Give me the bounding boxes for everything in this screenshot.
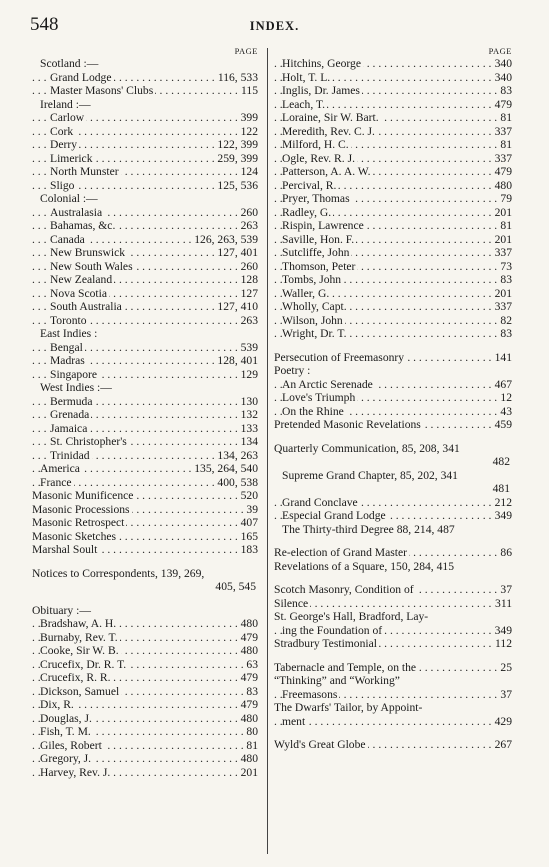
- index-entry: [32, 685, 258, 699]
- index-entry: [32, 152, 258, 166]
- entry-heading: Milford, H. C.: [282, 138, 349, 151]
- index-entry: [274, 442, 512, 456]
- entry-page-ref: 201: [494, 232, 512, 246]
- index-entry: [32, 98, 258, 112]
- entry-heading: Tombs, John: [282, 273, 342, 286]
- entry-page-ref: 63: [246, 657, 258, 671]
- entry-heading: The Thirty-third Degree 88, 214, 487: [282, 522, 455, 536]
- index-entry: [32, 503, 258, 517]
- entry-heading: Stradbury Testimonial: [274, 637, 377, 650]
- entry-heading: Limerick: [50, 151, 93, 165]
- entry-heading: Wilson, John: [282, 313, 343, 327]
- entry-page-ref: 83: [246, 684, 258, 698]
- index-entry: [274, 260, 512, 274]
- index-entry: [32, 233, 258, 247]
- index-entry: [274, 192, 512, 206]
- entry-page-ref: 83: [500, 273, 512, 286]
- index-entry: [274, 701, 512, 715]
- index-entry: [32, 165, 258, 179]
- index-entry: [32, 725, 258, 739]
- index-entry: [274, 738, 512, 752]
- entry-heading: Holt, T. L.: [282, 70, 331, 84]
- index-entry: [32, 698, 258, 712]
- entry-page-ref: 337: [494, 300, 512, 313]
- entry-heading: New South Wales: [50, 259, 133, 273]
- entry-page-ref: 260: [240, 259, 258, 273]
- index-entry: [32, 580, 258, 594]
- entry-heading: Colonial :—: [40, 192, 98, 205]
- entry-heading: Wholly, Capt.: [282, 300, 347, 313]
- entry-page-ref: 37: [500, 687, 512, 701]
- entry-page-ref: 129: [240, 367, 258, 381]
- entry-heading: On the Rhine: [282, 404, 344, 418]
- entry-page-ref: 480: [240, 617, 258, 630]
- entry-heading: The Dwarfs' Tailor, by Appoint-: [274, 701, 423, 714]
- entry-page-ref: 127: [240, 286, 258, 300]
- entry-heading: Meredith, Rev. C. J.: [282, 124, 375, 138]
- index-entry: [274, 688, 512, 702]
- entry-heading: Silence: [274, 596, 309, 610]
- entry-page-ref: 37: [500, 583, 512, 596]
- index-entry: [32, 327, 258, 341]
- entry-heading: Sutcliffe, John: [282, 246, 350, 259]
- entry-heading: Scotland :—: [40, 57, 99, 70]
- entry-page-ref: 79: [500, 192, 512, 205]
- index-entry: [32, 604, 258, 618]
- index-entry: [274, 179, 512, 193]
- entry-heading: Cork: [50, 124, 74, 138]
- entry-heading: Canada: [50, 232, 85, 246]
- entry-heading: Waller, G.: [282, 286, 330, 300]
- entry-page-ref: 263: [240, 313, 258, 327]
- entry-page-ref: 125, 536: [217, 178, 258, 192]
- index-entry: [32, 617, 258, 631]
- entry-page-ref: 349: [494, 509, 512, 522]
- index-entry: [32, 138, 258, 152]
- entry-page-ref: 479: [240, 671, 258, 684]
- index-entry: [32, 644, 258, 658]
- entry-heading: Hitchins, George: [282, 57, 361, 70]
- entry-heading: Scotch Masonry, Condition of: [274, 583, 414, 596]
- entry-page-ref: 81: [500, 111, 512, 124]
- index-entry: [274, 546, 512, 560]
- index-entry: [32, 543, 258, 557]
- index-entry: [32, 84, 258, 98]
- entry-page-ref: 134, 263: [217, 448, 258, 462]
- index-entry: [32, 449, 258, 463]
- entry-page-ref: 459: [494, 418, 512, 431]
- entry-page-ref: 407: [240, 516, 258, 529]
- section-gap: [32, 557, 258, 567]
- entry-page-ref: 201: [494, 286, 512, 300]
- index-entry: [274, 165, 512, 179]
- entry-page-ref: 480: [240, 711, 258, 725]
- entry-page-ref: 12: [500, 391, 512, 404]
- entry-page-ref: 260: [240, 205, 258, 219]
- entry-heading: West Indies :—: [40, 381, 112, 394]
- entry-heading: Fish, T. M.: [40, 725, 91, 738]
- entry-page-ref: 267: [494, 738, 512, 751]
- entry-heading: Cooke, Sir W. B.: [40, 644, 119, 657]
- index-entry: [32, 206, 258, 220]
- entry-heading: Re-election of Grand Master: [274, 546, 407, 559]
- entry-heading: Wright, Dr. T.: [282, 327, 347, 340]
- index-entry: [274, 637, 512, 651]
- entry-page-ref: 201: [240, 765, 258, 779]
- left-index-column: [32, 46, 258, 779]
- index-entry: [32, 111, 258, 125]
- index-entry: [274, 624, 512, 638]
- entry-heading: ing the Foundation of: [282, 623, 383, 637]
- entry-page-ref: 81: [500, 138, 512, 151]
- entry-heading: Freemasons: [282, 687, 338, 701]
- section-gap: [32, 594, 258, 604]
- index-entry: [274, 482, 512, 496]
- left-page-column-header: PAGE: [234, 46, 258, 56]
- entry-heading: Ireland :—: [40, 97, 91, 111]
- entry-page-ref: 259, 399: [217, 151, 258, 165]
- index-entry: [274, 57, 512, 71]
- entry-page-ref: 83: [500, 327, 512, 340]
- index-entry: [274, 560, 512, 574]
- entry-heading: Radley, G.: [282, 205, 332, 219]
- index-entry: [32, 300, 258, 314]
- entry-heading: “Thinking” and “Working”: [274, 674, 400, 687]
- entry-continuation: 405, 545: [215, 580, 256, 593]
- entry-heading: Pretended Masonic Revelations: [274, 418, 421, 431]
- entry-heading: Patterson, A. A. W.: [282, 165, 371, 178]
- entry-heading: Carlow: [50, 111, 85, 124]
- entry-page-ref: 480: [240, 752, 258, 765]
- index-entry: [274, 674, 512, 688]
- entry-page-ref: 116, 533: [217, 70, 258, 84]
- index-entry: [274, 597, 512, 611]
- entry-heading: An Arctic Serenade: [282, 377, 373, 391]
- entry-page-ref: 337: [494, 151, 512, 165]
- index-entry: [274, 351, 512, 365]
- entry-heading: Grand Conclave: [282, 495, 358, 509]
- index-entry: [274, 523, 512, 537]
- entry-heading: Ogle, Rev. R. J.: [282, 151, 355, 165]
- entry-heading: Jamaica: [50, 421, 88, 435]
- entry-heading: North Munster: [50, 165, 119, 178]
- entry-heading: Grand Lodge: [50, 70, 112, 84]
- entry-heading: Especial Grand Lodge: [282, 509, 386, 522]
- entry-heading: Master Masons' Clubs: [50, 84, 154, 97]
- entry-page-ref: 479: [494, 165, 512, 178]
- entry-page-ref: 340: [494, 57, 512, 70]
- entry-heading: Loraine, Sir W. Bart.: [282, 111, 379, 124]
- entry-heading: Thomson, Peter: [282, 259, 356, 273]
- page-number: 548: [30, 14, 59, 35]
- index-entry: [274, 233, 512, 247]
- index-entry: [32, 260, 258, 274]
- entry-page-ref: 135, 264, 540: [194, 462, 258, 475]
- index-entry: [32, 246, 258, 260]
- index-entry: [274, 715, 512, 729]
- entry-page-ref: 311: [495, 596, 512, 610]
- entry-heading: Douglas, J.: [40, 711, 92, 725]
- index-entry: [32, 671, 258, 685]
- entry-page-ref: 480: [240, 644, 258, 657]
- section-gap: [274, 728, 512, 738]
- entry-heading: Trinidad: [50, 448, 90, 462]
- index-entry: [274, 496, 512, 510]
- index-entry: [274, 84, 512, 98]
- entry-heading: St. Christopher's: [50, 435, 127, 448]
- entry-page-ref: 400, 538: [217, 475, 258, 489]
- index-entry: [32, 631, 258, 645]
- index-entry: [274, 98, 512, 112]
- entry-heading: Marshal Soult: [32, 543, 98, 556]
- entry-heading: Giles, Robert: [40, 738, 102, 752]
- index-entry: [274, 219, 512, 233]
- entry-continuation: 481: [492, 482, 510, 495]
- entry-page-ref: 141: [494, 350, 512, 364]
- right-page-column-header: PAGE: [488, 46, 512, 56]
- entry-heading: Poetry :: [274, 364, 311, 377]
- entry-heading: Derry: [50, 138, 78, 151]
- index-entry: [32, 192, 258, 206]
- index-entry: [32, 489, 258, 503]
- entry-page-ref: 340: [494, 70, 512, 84]
- entry-page-ref: 134: [240, 435, 258, 448]
- index-entry: [274, 71, 512, 85]
- entry-heading: Singapore: [50, 367, 98, 381]
- entry-page-ref: 80: [246, 725, 258, 738]
- entry-heading: Notices to Correspondents, 139, 269,: [32, 566, 205, 580]
- entry-heading: Australasia: [50, 205, 103, 219]
- entry-heading: Saville, Hon. F.: [282, 232, 355, 246]
- entry-heading: Masonic Sketches: [32, 529, 117, 543]
- entry-page-ref: 82: [500, 313, 512, 327]
- entry-page-ref: 39: [246, 502, 258, 516]
- section-gap: [274, 573, 512, 583]
- entry-heading: Persecution of Freemasonry: [274, 350, 405, 364]
- index-entry: [32, 273, 258, 287]
- entry-page-ref: 122, 399: [217, 138, 258, 151]
- entry-heading: Harvey, Rev. J.: [40, 765, 111, 779]
- index-entry: [32, 462, 258, 476]
- index-entry: [32, 381, 258, 395]
- index-entry: [32, 530, 258, 544]
- index-entry: [274, 327, 512, 341]
- entry-page-ref: 480: [494, 178, 512, 192]
- index-entry: [274, 300, 512, 314]
- entry-heading: France: [40, 475, 72, 489]
- entry-page-ref: 130: [240, 394, 258, 408]
- index-entry: [274, 418, 512, 432]
- entry-page-ref: 115: [241, 84, 258, 97]
- index-entry: [32, 658, 258, 672]
- entry-page-ref: 86: [500, 546, 512, 559]
- index-entry: [32, 314, 258, 328]
- entry-heading: America: [40, 462, 80, 475]
- index-entry: [274, 314, 512, 328]
- index-entry: [32, 422, 258, 436]
- entry-page-ref: 112: [495, 637, 512, 650]
- index-entry: [274, 455, 512, 469]
- entry-page-ref: 349: [494, 623, 512, 637]
- entry-heading: Leach, T.: [282, 97, 326, 111]
- index-entry: [274, 583, 512, 597]
- entry-heading: Wyld's Great Globe: [274, 738, 366, 751]
- entry-heading: Dickson, Samuel: [40, 684, 120, 698]
- entry-heading: New Zealand: [50, 273, 113, 286]
- entry-heading: Crucefix, R. R.: [40, 671, 111, 684]
- index-entry: [274, 287, 512, 301]
- index-entry: [32, 57, 258, 71]
- index-entry: [274, 661, 512, 675]
- entry-page-ref: 539: [240, 340, 258, 354]
- entry-heading: Bengal: [50, 340, 83, 354]
- index-entry: [32, 712, 258, 726]
- index-entry: [32, 408, 258, 422]
- entry-heading: Supreme Grand Chapter, 85, 202, 341: [282, 468, 458, 482]
- index-entry: [32, 516, 258, 530]
- entry-page-ref: 73: [500, 259, 512, 273]
- entry-page-ref: 399: [240, 111, 258, 124]
- entry-page-ref: 81: [246, 738, 258, 752]
- entry-page-ref: 165: [240, 529, 258, 543]
- index-entry: [32, 752, 258, 766]
- entry-heading: ment: [282, 714, 306, 728]
- entry-page-ref: 128, 401: [217, 354, 258, 367]
- index-entry: [32, 219, 258, 233]
- entry-heading: Bahamas, &c.: [50, 219, 116, 232]
- entry-heading: Quarterly Communication, 85, 208, 341: [274, 441, 460, 455]
- entry-heading: St. George's Hall, Bradford, Lay-: [274, 610, 429, 623]
- entry-page-ref: 43: [500, 404, 512, 418]
- entry-continuation: 482: [492, 455, 510, 468]
- entry-heading: Revelations of a Square, 150, 284, 415: [274, 559, 454, 573]
- index-entry: [274, 469, 512, 483]
- entry-page-ref: 183: [240, 543, 258, 556]
- entry-page-ref: 429: [494, 714, 512, 728]
- entry-heading: New Brunswick: [50, 246, 126, 259]
- entry-page-ref: 479: [240, 698, 258, 711]
- entry-page-ref: 127, 401: [217, 246, 258, 259]
- entry-heading: Rispin, Lawrence: [282, 219, 364, 232]
- entry-heading: Masonic Retrospect: [32, 516, 125, 529]
- index-entry: [274, 509, 512, 523]
- entry-heading: Masonic Processions: [32, 502, 130, 516]
- entry-heading: Grenada: [50, 408, 90, 421]
- entry-heading: Pryer, Thomas: [282, 192, 350, 205]
- entry-heading: Sligo: [50, 178, 75, 192]
- entry-heading: East Indies :: [40, 327, 98, 340]
- section-gap: [274, 651, 512, 661]
- entry-heading: Gregory, J.: [40, 752, 92, 765]
- index-entry: [274, 246, 512, 260]
- entry-page-ref: 83: [500, 84, 512, 97]
- entry-heading: Percival, R.: [282, 178, 337, 192]
- entry-page-ref: 132: [240, 408, 258, 421]
- index-entry: [274, 610, 512, 624]
- entry-page-ref: 133: [240, 421, 258, 435]
- index-entry: [32, 179, 258, 193]
- entry-page-ref: 520: [240, 489, 258, 502]
- entry-page-ref: 128: [240, 273, 258, 286]
- section-gap: [274, 341, 512, 351]
- entry-page-ref: 479: [240, 630, 258, 644]
- entry-heading: Bradshaw, A. H.: [40, 617, 117, 630]
- index-entry: [32, 435, 258, 449]
- index-entry: [32, 766, 258, 780]
- entry-page-ref: 124: [240, 165, 258, 178]
- entry-page-ref: 337: [494, 124, 512, 138]
- entry-page-ref: 337: [494, 246, 512, 259]
- entry-heading: Love's Triumph: [282, 391, 356, 404]
- right-index-column: [274, 46, 512, 752]
- entry-page-ref: 263: [240, 219, 258, 232]
- index-entry: [32, 71, 258, 85]
- section-gap: [274, 432, 512, 442]
- entry-heading: South Australia: [50, 300, 122, 313]
- index-entry: [274, 364, 512, 378]
- section-gap: [274, 536, 512, 546]
- entry-page-ref: 212: [494, 495, 512, 509]
- index-entry: [32, 567, 258, 581]
- index-entry: [274, 405, 512, 419]
- entry-heading: Madras: [50, 354, 85, 367]
- index-entry: [32, 125, 258, 139]
- index-entry: [32, 476, 258, 490]
- index-entry: [274, 111, 512, 125]
- index-entry: [274, 206, 512, 220]
- entry-heading: Masonic Munificence: [32, 489, 134, 502]
- index-entry: [32, 395, 258, 409]
- index-entry: [32, 287, 258, 301]
- entry-heading: Dix, R.: [40, 698, 74, 711]
- index-entry: [274, 138, 512, 152]
- entry-heading: Nova Scotia: [50, 286, 107, 300]
- entry-page-ref: 25: [500, 660, 512, 674]
- running-head: INDEX.: [249, 19, 300, 33]
- entry-page-ref: 467: [494, 377, 512, 391]
- entry-page-ref: 127, 410: [217, 300, 258, 313]
- index-entry: [32, 354, 258, 368]
- entry-heading: Toronto: [50, 313, 87, 327]
- entry-page-ref: 81: [500, 219, 512, 232]
- index-entry: [274, 378, 512, 392]
- entry-page-ref: 126, 263, 539: [194, 232, 258, 246]
- column-divider: [267, 48, 268, 854]
- entry-heading: Crucefix, Dr. R. T.: [40, 657, 127, 671]
- index-entry: [32, 739, 258, 753]
- index-entry: [274, 273, 512, 287]
- index-entry: [274, 125, 512, 139]
- index-entry: [32, 368, 258, 382]
- entry-page-ref: 201: [494, 205, 512, 219]
- entry-heading: Burnaby, Rev. T.: [40, 630, 118, 644]
- entry-page-ref: 122: [240, 124, 258, 138]
- entry-page-ref: 479: [494, 97, 512, 111]
- entry-heading: Bermuda: [50, 394, 93, 408]
- index-entry: [274, 391, 512, 405]
- index-entry: [32, 341, 258, 355]
- entry-heading: Tabernacle and Temple, on the: [274, 660, 417, 674]
- entry-heading: Inglis, Dr. James: [282, 84, 360, 97]
- entry-heading: Obituary :—: [32, 603, 91, 617]
- index-entry: [274, 152, 512, 166]
